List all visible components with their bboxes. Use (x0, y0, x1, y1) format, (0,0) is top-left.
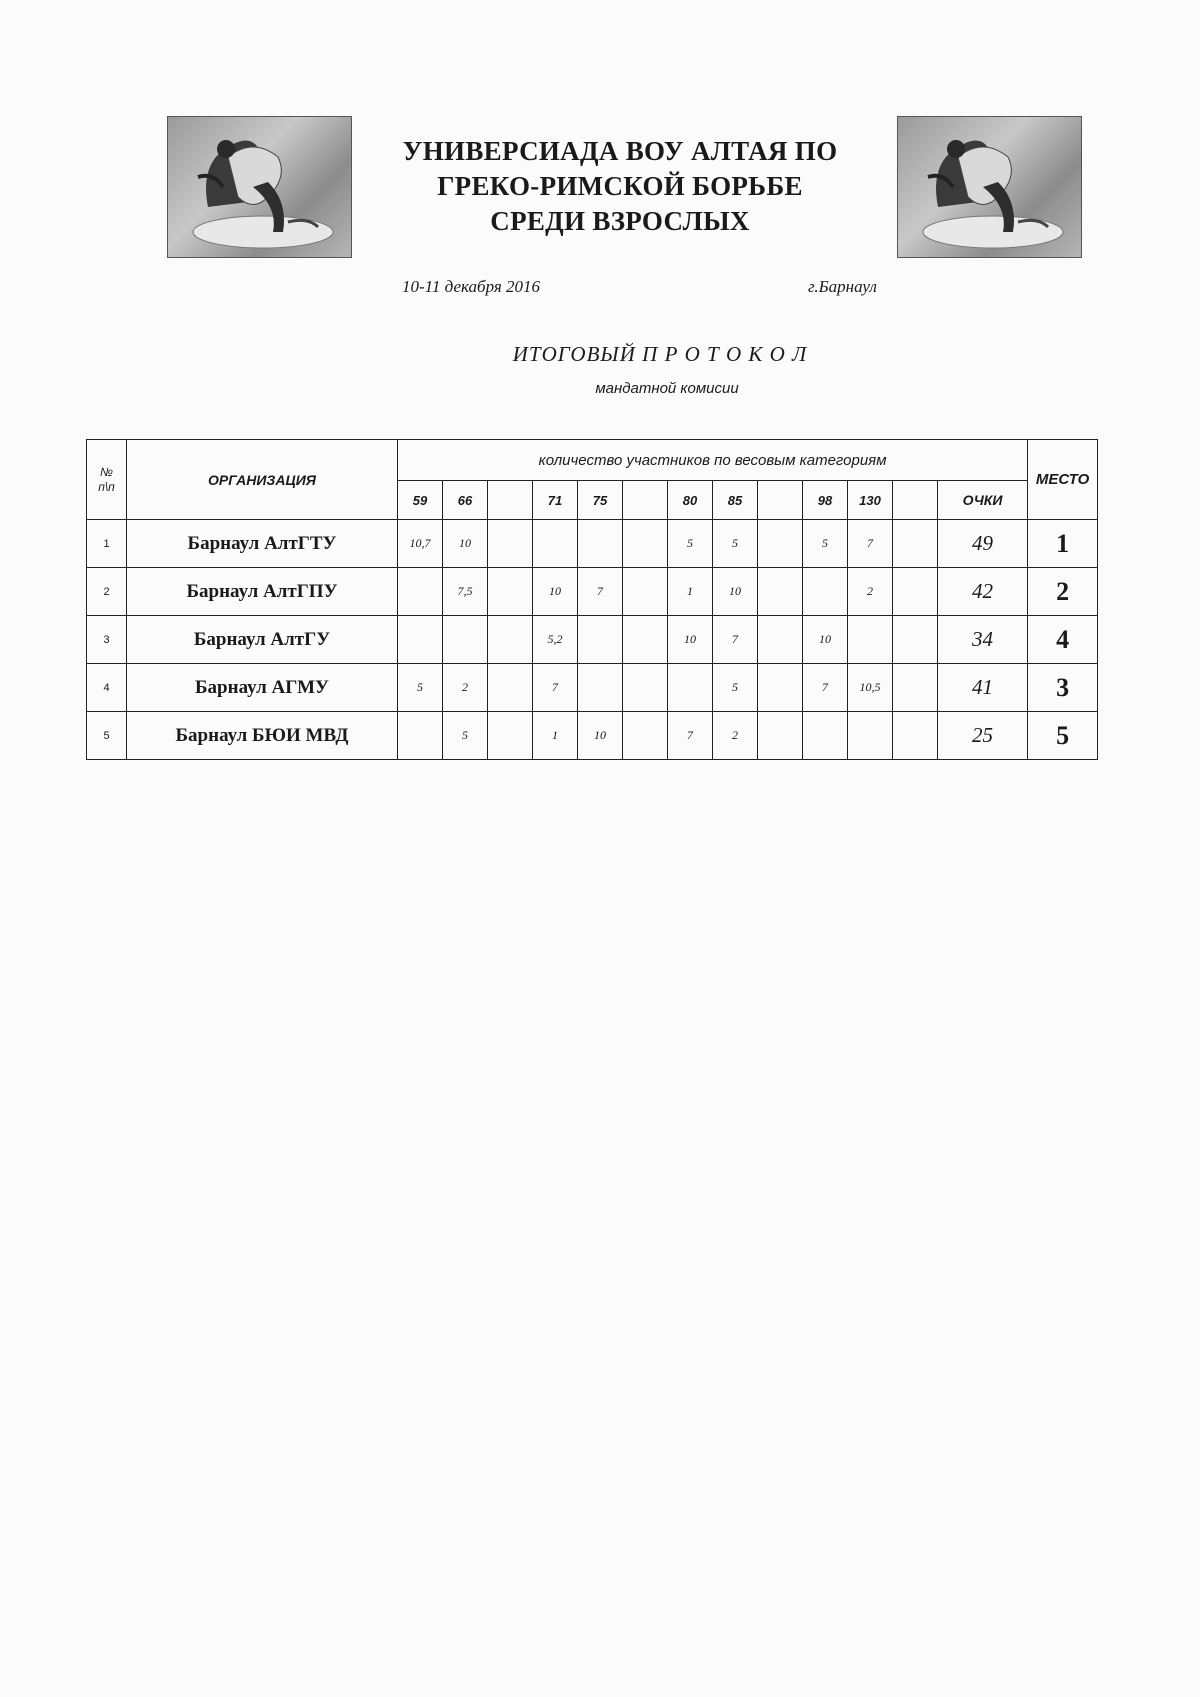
category-value (488, 520, 533, 568)
column-header-organization: ОРГАНИЗАЦИЯ (127, 440, 398, 520)
category-value: 2 (713, 712, 758, 760)
weight-category-header (758, 481, 803, 520)
category-value: 1 (668, 568, 713, 616)
weight-category-header: 85 (713, 481, 758, 520)
points-value: 42 (938, 568, 1028, 616)
category-value: 10 (443, 520, 488, 568)
category-value (758, 568, 803, 616)
category-value (488, 712, 533, 760)
points-value: 25 (938, 712, 1028, 760)
column-header-number-symbol: № (100, 464, 113, 479)
category-value (623, 664, 668, 712)
place-value: 3 (1028, 664, 1098, 712)
category-value: 1 (533, 712, 578, 760)
category-value (398, 712, 443, 760)
weight-category-header (893, 481, 938, 520)
category-value: 5 (668, 520, 713, 568)
organization-name: Барнаул АлтГПУ (127, 568, 398, 616)
table-row (87, 616, 1098, 664)
category-value: 7 (713, 616, 758, 664)
weight-category-header: 59 (398, 481, 443, 520)
organization-name: Барнаул БЮИ МВД (127, 712, 398, 760)
category-value (668, 664, 713, 712)
category-value (398, 616, 443, 664)
category-value (578, 616, 623, 664)
category-value: 5 (803, 520, 848, 568)
category-value (623, 616, 668, 664)
row-number: 5 (87, 712, 127, 760)
category-value: 7 (848, 520, 893, 568)
weight-category-header: 80 (668, 481, 713, 520)
category-value: 7 (668, 712, 713, 760)
category-value (893, 616, 938, 664)
document-subtitle: мандатной комисии (595, 380, 739, 397)
weight-category-header: 75 (578, 481, 623, 520)
category-value (758, 664, 803, 712)
weight-category-header: 130 (848, 481, 893, 520)
wrestlers-emblem-icon (167, 116, 352, 258)
category-value: 5 (443, 712, 488, 760)
weight-category-header (488, 481, 533, 520)
column-header-weight-categories: количество участников по весовым категориям (398, 440, 1028, 481)
document-title: ИТОГОВЫЙ П Р О Т О К О Л (512, 342, 808, 366)
column-header-number (87, 440, 127, 520)
organization-name: Барнаул АлтГТУ (127, 520, 398, 568)
category-value (848, 616, 893, 664)
category-value: 5,2 (533, 616, 578, 664)
table-row (87, 664, 1098, 712)
table-row (87, 520, 1098, 568)
category-value: 7 (533, 664, 578, 712)
organization-name: Барнаул АГМУ (127, 664, 398, 712)
category-value: 7 (578, 568, 623, 616)
wrestlers-emblem-icon (897, 116, 1082, 258)
category-value (893, 664, 938, 712)
category-value (758, 712, 803, 760)
place-value: 4 (1028, 616, 1098, 664)
category-value (758, 616, 803, 664)
event-title-line: УНИВЕРСИАДА ВОУ АЛТАЯ ПО (402, 136, 838, 166)
category-value (803, 568, 848, 616)
category-value (398, 568, 443, 616)
points-value: 34 (938, 616, 1028, 664)
row-number: 4 (87, 664, 127, 712)
category-value: 5 (713, 664, 758, 712)
category-value (848, 712, 893, 760)
category-value: 10 (668, 616, 713, 664)
category-value: 5 (713, 520, 758, 568)
results-table (86, 439, 1098, 760)
place-value: 1 (1028, 520, 1098, 568)
event-title-line: ГРЕКО-РИМСКОЙ БОРЬБЕ (437, 171, 803, 201)
category-value (533, 520, 578, 568)
category-value: 10 (713, 568, 758, 616)
category-value (623, 712, 668, 760)
weight-category-header: 71 (533, 481, 578, 520)
category-value (893, 568, 938, 616)
column-header-points: ОЧКИ (938, 481, 1028, 520)
points-value: 41 (938, 664, 1028, 712)
category-value (578, 664, 623, 712)
category-value (893, 712, 938, 760)
category-value (443, 616, 488, 664)
category-value: 7 (803, 664, 848, 712)
row-number: 2 (87, 568, 127, 616)
category-value: 7,5 (443, 568, 488, 616)
event-title-line: СРЕДИ ВЗРОСЛЫХ (490, 206, 750, 236)
organization-name: Барнаул АлтГУ (127, 616, 398, 664)
category-value (488, 568, 533, 616)
category-value (893, 520, 938, 568)
category-value: 10,5 (848, 664, 893, 712)
category-value: 2 (443, 664, 488, 712)
row-number: 1 (87, 520, 127, 568)
category-value: 10 (803, 616, 848, 664)
table-row (87, 712, 1098, 760)
place-value: 2 (1028, 568, 1098, 616)
column-header-number-abbr: п\п (98, 479, 115, 494)
points-value: 49 (938, 520, 1028, 568)
category-value: 10,7 (398, 520, 443, 568)
event-title (360, 134, 880, 239)
event-city: г.Барнаул (808, 277, 877, 296)
column-header-place: МЕСТО (1028, 440, 1098, 520)
category-value (803, 712, 848, 760)
event-date: 10-11 декабря 2016 (402, 277, 541, 296)
row-number: 3 (87, 616, 127, 664)
category-value (623, 520, 668, 568)
weight-category-header (623, 481, 668, 520)
table-row (87, 568, 1098, 616)
category-value: 5 (398, 664, 443, 712)
category-value (578, 520, 623, 568)
category-value: 2 (848, 568, 893, 616)
category-value (758, 520, 803, 568)
place-value: 5 (1028, 712, 1098, 760)
category-value (488, 664, 533, 712)
category-value: 10 (533, 568, 578, 616)
category-value (623, 568, 668, 616)
weight-category-header: 98 (803, 481, 848, 520)
category-value: 10 (578, 712, 623, 760)
category-value (488, 616, 533, 664)
weight-category-header: 66 (443, 481, 488, 520)
